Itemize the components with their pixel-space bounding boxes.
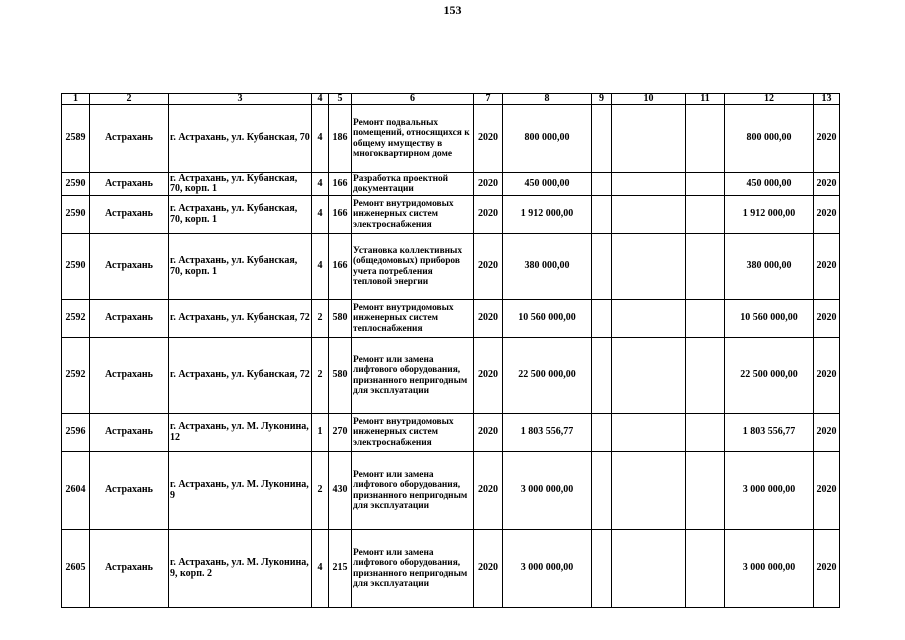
- col11-cell: [686, 173, 725, 196]
- page-number: 153: [443, 3, 462, 17]
- col11-cell: [686, 338, 725, 414]
- city-cell: Астрахань: [90, 530, 169, 608]
- total-cell: 3 000 000,00: [725, 452, 814, 530]
- total-cell: 380 000,00: [725, 234, 814, 300]
- col5-cell: 580: [329, 300, 352, 338]
- col10-cell: [612, 234, 686, 300]
- address-cell: г. Астрахань, ул. М. Луконина, 12: [169, 414, 312, 452]
- col9-cell: [592, 300, 612, 338]
- col5-cell: 430: [329, 452, 352, 530]
- column-header: 1: [62, 94, 90, 105]
- city-cell: Астрахань: [90, 105, 169, 173]
- city-cell: Астрахань: [90, 234, 169, 300]
- column-header: 4: [312, 94, 329, 105]
- table-row: [62, 414, 840, 452]
- col11-cell: [686, 105, 725, 173]
- address-cell: г. Астрахань, ул. М. Луконина, 9, корп. 2: [169, 530, 312, 608]
- year-cell: 2020: [474, 414, 503, 452]
- table-row: [62, 530, 840, 608]
- col10-cell: [612, 300, 686, 338]
- address-cell: г. Астрахань, ул. Кубанская, 70, корп. 1: [169, 234, 312, 300]
- year-end-cell: 2020: [814, 414, 840, 452]
- work-description-cell: Ремонт подвальных помещений, относящихся к общему имуществу в многоквартирном доме: [352, 105, 474, 173]
- year-end-cell: 2020: [814, 530, 840, 608]
- year-end-cell: 2020: [814, 452, 840, 530]
- col5-cell: 186: [329, 105, 352, 173]
- total-cell: 22 500 000,00: [725, 338, 814, 414]
- col5-cell: 166: [329, 173, 352, 196]
- address-cell: г. Астрахань, ул. Кубанская, 72: [169, 300, 312, 338]
- col11-cell: [686, 196, 725, 234]
- year-cell: 2020: [474, 338, 503, 414]
- table-row: [62, 300, 840, 338]
- year-cell: 2020: [474, 530, 503, 608]
- address-cell: г. Астрахань, ул. Кубанская, 70: [169, 105, 312, 173]
- col4-cell: 4: [312, 530, 329, 608]
- col9-cell: [592, 452, 612, 530]
- year-end-cell: 2020: [814, 196, 840, 234]
- column-header: 12: [725, 94, 814, 105]
- col11-cell: [686, 414, 725, 452]
- city-cell: Астрахань: [90, 452, 169, 530]
- row-id-cell: 2604: [62, 452, 90, 530]
- table-row: [62, 173, 840, 196]
- cost-cell: 1 912 000,00: [503, 196, 592, 234]
- col5-cell: 166: [329, 234, 352, 300]
- col10-cell: [612, 105, 686, 173]
- cost-cell: 22 500 000,00: [503, 338, 592, 414]
- work-description-cell: Ремонт или замена лифтового оборудования, признанного непригодным для эксплуатации: [352, 338, 474, 414]
- year-cell: 2020: [474, 196, 503, 234]
- col9-cell: [592, 105, 612, 173]
- column-header: 7: [474, 94, 503, 105]
- col9-cell: [592, 234, 612, 300]
- column-header: 9: [592, 94, 612, 105]
- total-cell: 1 803 556,77: [725, 414, 814, 452]
- address-cell: г. Астрахань, ул. Кубанская, 70, корп. 1: [169, 173, 312, 196]
- table-row: [62, 105, 840, 173]
- table-row: [62, 338, 840, 414]
- col10-cell: [612, 173, 686, 196]
- column-header: 8: [503, 94, 592, 105]
- col11-cell: [686, 452, 725, 530]
- row-id-cell: 2592: [62, 338, 90, 414]
- row-id-cell: 2596: [62, 414, 90, 452]
- row-id-cell: 2590: [62, 173, 90, 196]
- cost-cell: 380 000,00: [503, 234, 592, 300]
- row-id-cell: 2589: [62, 105, 90, 173]
- city-cell: Астрахань: [90, 196, 169, 234]
- col4-cell: 2: [312, 300, 329, 338]
- total-cell: 800 000,00: [725, 105, 814, 173]
- col10-cell: [612, 414, 686, 452]
- work-description-cell: Ремонт внутридомовых инженерных систем теплоснабжения: [352, 300, 474, 338]
- year-end-cell: 2020: [814, 105, 840, 173]
- col5-cell: 166: [329, 196, 352, 234]
- address-cell: г. Астрахань, ул. Кубанская, 72: [169, 338, 312, 414]
- year-cell: 2020: [474, 452, 503, 530]
- column-header: 2: [90, 94, 169, 105]
- col4-cell: 4: [312, 234, 329, 300]
- total-cell: 3 000 000,00: [725, 530, 814, 608]
- cost-cell: 10 560 000,00: [503, 300, 592, 338]
- column-header: 13: [814, 94, 840, 105]
- city-cell: Астрахань: [90, 414, 169, 452]
- col4-cell: 2: [312, 452, 329, 530]
- col10-cell: [612, 530, 686, 608]
- col9-cell: [592, 196, 612, 234]
- cost-cell: 3 000 000,00: [503, 452, 592, 530]
- col4-cell: 2: [312, 338, 329, 414]
- year-cell: 2020: [474, 234, 503, 300]
- col4-cell: 4: [312, 105, 329, 173]
- col4-cell: 4: [312, 173, 329, 196]
- header-row: [62, 94, 840, 105]
- city-cell: Астрахань: [90, 300, 169, 338]
- total-cell: 10 560 000,00: [725, 300, 814, 338]
- total-cell: 1 912 000,00: [725, 196, 814, 234]
- col9-cell: [592, 338, 612, 414]
- cost-cell: 800 000,00: [503, 105, 592, 173]
- cost-cell: 1 803 556,77: [503, 414, 592, 452]
- address-cell: г. Астрахань, ул. Кубанская, 70, корп. 1: [169, 196, 312, 234]
- column-header: 10: [612, 94, 686, 105]
- col10-cell: [612, 196, 686, 234]
- table-row: [62, 196, 840, 234]
- work-description-cell: Установка коллективных (общедомовых) приборов учета потребления тепловой энергии: [352, 234, 474, 300]
- work-description-cell: Ремонт или замена лифтового оборудования, признанного непригодным для эксплуатации: [352, 530, 474, 608]
- cost-cell: 450 000,00: [503, 173, 592, 196]
- row-id-cell: 2590: [62, 196, 90, 234]
- col11-cell: [686, 300, 725, 338]
- work-description-cell: Ремонт внутридомовых инженерных систем электроснабжения: [352, 196, 474, 234]
- column-header: 6: [352, 94, 474, 105]
- column-header: 5: [329, 94, 352, 105]
- year-cell: 2020: [474, 300, 503, 338]
- col11-cell: [686, 234, 725, 300]
- row-id-cell: 2590: [62, 234, 90, 300]
- city-cell: Астрахань: [90, 338, 169, 414]
- year-cell: 2020: [474, 173, 503, 196]
- row-id-cell: 2592: [62, 300, 90, 338]
- col10-cell: [612, 338, 686, 414]
- total-cell: 450 000,00: [725, 173, 814, 196]
- year-end-cell: 2020: [814, 234, 840, 300]
- table-row: [62, 234, 840, 300]
- year-end-cell: 2020: [814, 173, 840, 196]
- col4-cell: 4: [312, 196, 329, 234]
- col9-cell: [592, 530, 612, 608]
- address-cell: г. Астрахань, ул. М. Луконина, 9: [169, 452, 312, 530]
- col10-cell: [612, 452, 686, 530]
- work-description-cell: Ремонт или замена лифтового оборудования, признанного непригодным для эксплуатации: [352, 452, 474, 530]
- city-cell: Астрахань: [90, 173, 169, 196]
- col9-cell: [592, 173, 612, 196]
- work-description-cell: Разработка проектной документации: [352, 173, 474, 196]
- column-header: 3: [169, 94, 312, 105]
- col9-cell: [592, 414, 612, 452]
- col11-cell: [686, 530, 725, 608]
- row-id-cell: 2605: [62, 530, 90, 608]
- year-end-cell: 2020: [814, 300, 840, 338]
- table-row: [62, 452, 840, 530]
- col5-cell: 270: [329, 414, 352, 452]
- col4-cell: 1: [312, 414, 329, 452]
- year-end-cell: 2020: [814, 338, 840, 414]
- registry-table: [61, 93, 840, 608]
- column-header: 11: [686, 94, 725, 105]
- col5-cell: 580: [329, 338, 352, 414]
- year-cell: 2020: [474, 105, 503, 173]
- col5-cell: 215: [329, 530, 352, 608]
- work-description-cell: Ремонт внутридомовых инженерных систем электроснабжения: [352, 414, 474, 452]
- cost-cell: 3 000 000,00: [503, 530, 592, 608]
